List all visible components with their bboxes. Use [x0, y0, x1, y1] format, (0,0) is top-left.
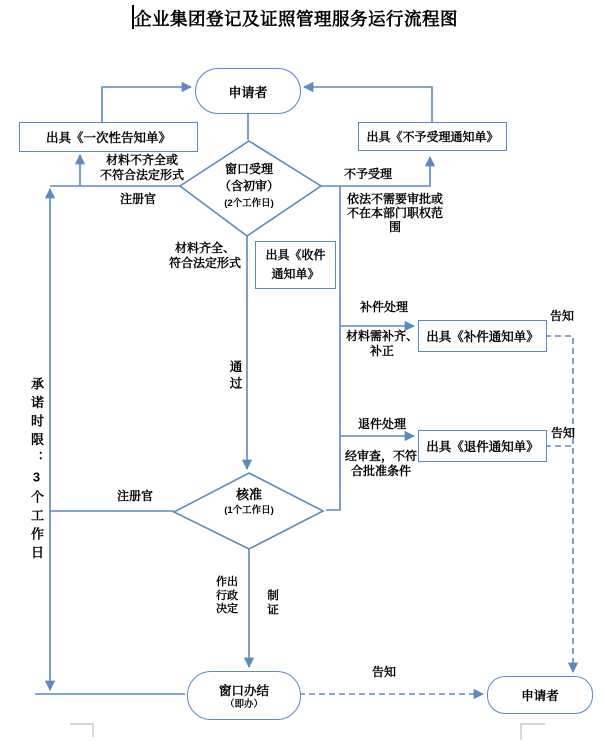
connector-onetime-to-applicant [102, 87, 191, 122]
label-notify-return: 告知 [551, 426, 576, 440]
label-registrar-top: 注册官 [120, 192, 157, 206]
window-accept-line2: （含初审） [218, 179, 279, 193]
return-notice-label: 出具《退件通知单》 [426, 440, 539, 454]
page-corner-mark-left [70, 724, 93, 737]
flowchart-title: 企业集团登记及证照管理服务运行流程图 [134, 9, 458, 29]
window-accept-line3: (2个工作日) [224, 198, 274, 209]
label-return-reason: 经审查，不符 合批准条件 [344, 449, 417, 478]
label-registrar-bottom: 注册官 [117, 489, 154, 503]
label-pass: 通过 [228, 360, 242, 393]
receipt-notice-line2: 通知单》 [271, 267, 320, 281]
applicant-oval-top [195, 68, 301, 114]
approval-line1: 核准 [235, 487, 262, 502]
window-complete-sub: （即办） [224, 698, 263, 710]
label-supplement-reason: 材料需补齐、 补正 [345, 329, 418, 358]
label-no-approval-needed: 依法不需要审批或 不在本部门职权范围 [346, 192, 443, 234]
label-not-accept: 不予受理 [344, 167, 393, 181]
reject-notice-box [358, 122, 507, 151]
label-decision: 作出 行政 决定 [216, 576, 238, 615]
label-supplement-handling: 补件处理 [360, 300, 409, 314]
receipt-notice-box [255, 241, 336, 289]
page-corner-mark-right [521, 724, 545, 740]
connector-right-branch [326, 186, 340, 510]
applicant-bottom-label: 申请者 [521, 689, 559, 703]
approval-line2: (1个工作日) [224, 505, 274, 516]
dashed-notify-supplement [545, 336, 576, 672]
supplement-notice-box [418, 320, 547, 352]
one-time-notice-box [19, 122, 198, 152]
window-accept-line1: 窗口受理 [224, 162, 273, 176]
return-notice-box [418, 430, 547, 462]
window-accept-text [185, 161, 313, 210]
reject-notice-label: 出具《不予受理通知单》 [366, 130, 499, 144]
window-complete-oval [187, 671, 301, 720]
applicant-oval-bottom [487, 676, 593, 714]
connector-reject-to-applicant [304, 87, 432, 122]
label-promise-limit: 承诺时限：3个工作日 [29, 377, 44, 564]
label-materials-incomplete: 材料不齐全或 不符合法定形式 [99, 153, 184, 182]
approval-text [185, 487, 313, 517]
label-notify-complete: 告知 [372, 665, 397, 679]
label-notify-supplement: 告知 [550, 309, 575, 323]
window-complete-label: 窗口办结 [218, 683, 269, 698]
label-materials-complete: 材料齐全、 符合法定形式 [168, 241, 241, 270]
supplement-notice-label: 出具《补件通知单》 [426, 330, 539, 344]
one-time-notice-label: 出具《一次性告知单》 [45, 131, 171, 145]
receipt-notice-line1: 出具《收件 [265, 248, 326, 262]
applicant-top-label: 申请者 [228, 84, 268, 100]
label-return-handling: 退件处理 [358, 417, 407, 431]
label-make-cert: 制证 [266, 589, 278, 618]
